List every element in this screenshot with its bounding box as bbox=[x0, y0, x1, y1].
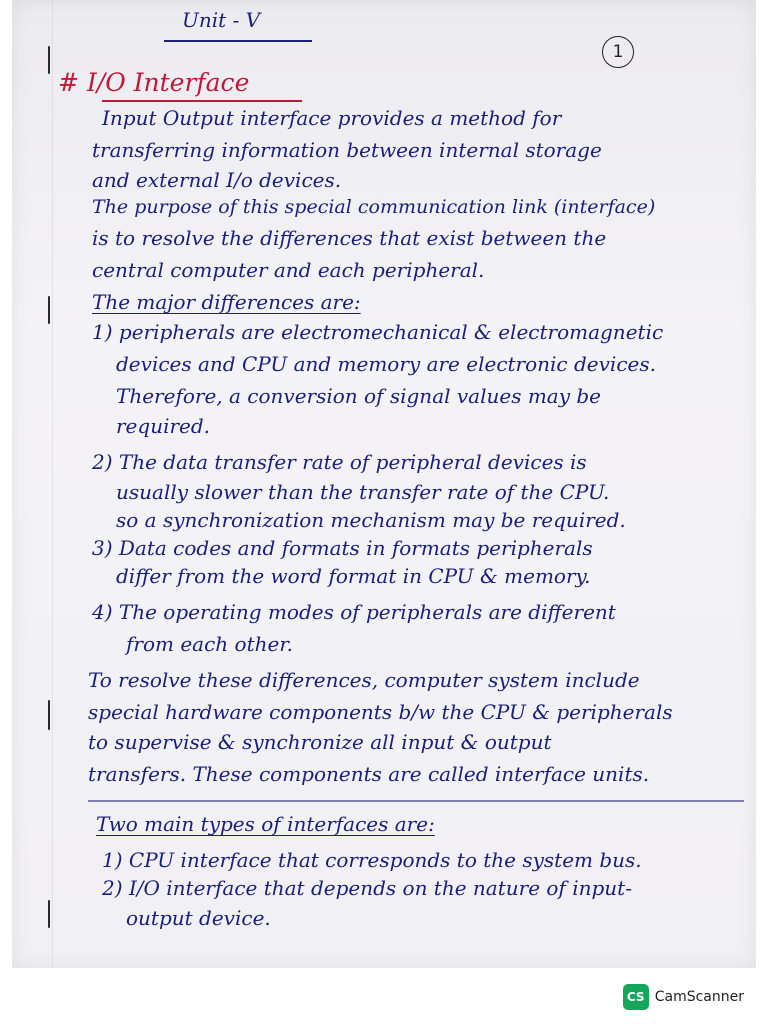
point-line: differ from the word format in CPU & memory. bbox=[116, 564, 591, 588]
point-line: devices and CPU and memory are electronic devices. bbox=[116, 352, 656, 376]
camscanner-brand: CamScanner bbox=[654, 989, 744, 1005]
unit-heading: Unit - V bbox=[182, 8, 261, 32]
point-line: usually slower than the transfer rate of the CPU. bbox=[116, 480, 610, 504]
type-line: 1) CPU interface that corresponds to the system bus. bbox=[102, 848, 642, 872]
point-line: 1) peripherals are electromechanical & electromagnetic bbox=[92, 320, 664, 344]
major-differences-heading: The major differences are: bbox=[92, 290, 361, 314]
body-line: and external I/o devices. bbox=[92, 168, 342, 192]
body-line: The purpose of this special communication link (interface) bbox=[92, 196, 656, 218]
camscanner-watermark bbox=[623, 984, 744, 1010]
point-line: 3) Data codes and formats in formats peripherals bbox=[92, 536, 593, 560]
notebook-page bbox=[12, 0, 756, 968]
title-underline bbox=[102, 100, 302, 102]
body-line: Input Output interface provides a method for bbox=[102, 106, 562, 130]
margin-line bbox=[52, 0, 53, 968]
unit-underline bbox=[164, 40, 312, 42]
body-line: central computer and each peripheral. bbox=[92, 258, 485, 282]
type-line: output device. bbox=[126, 906, 271, 930]
margin-tick bbox=[48, 46, 50, 74]
body-line: transferring information between internal storage bbox=[92, 138, 602, 162]
types-heading: Two main types of interfaces are: bbox=[96, 812, 435, 836]
point-line: 2) The data transfer rate of peripheral devices is bbox=[92, 450, 587, 474]
camscanner-logo-icon: CS bbox=[623, 984, 649, 1010]
section-divider bbox=[88, 800, 744, 802]
margin-tick bbox=[48, 700, 50, 730]
point-line: so a synchronization mechanism may be required. bbox=[116, 508, 626, 532]
point-line: Therefore, a conversion of signal values may be bbox=[116, 384, 602, 408]
body-line: special hardware components b/w the CPU & peripherals bbox=[88, 700, 673, 724]
body-line: transfers. These components are called interface units. bbox=[88, 762, 650, 786]
page-title: # I/O Interface bbox=[58, 68, 250, 97]
body-line: To resolve these differences, computer system include bbox=[88, 668, 640, 692]
point-line: required. bbox=[116, 414, 211, 438]
margin-tick bbox=[48, 900, 50, 928]
body-line: is to resolve the differences that exist between the bbox=[92, 226, 607, 250]
page-number: 1 bbox=[602, 36, 634, 68]
body-line: to supervise & synchronize all input & output bbox=[88, 730, 552, 754]
point-line: from each other. bbox=[126, 632, 294, 656]
margin-tick bbox=[48, 296, 50, 324]
point-line: 4) The operating modes of peripherals are different bbox=[92, 600, 616, 624]
type-line: 2) I/O interface that depends on the nature of input- bbox=[102, 876, 632, 900]
